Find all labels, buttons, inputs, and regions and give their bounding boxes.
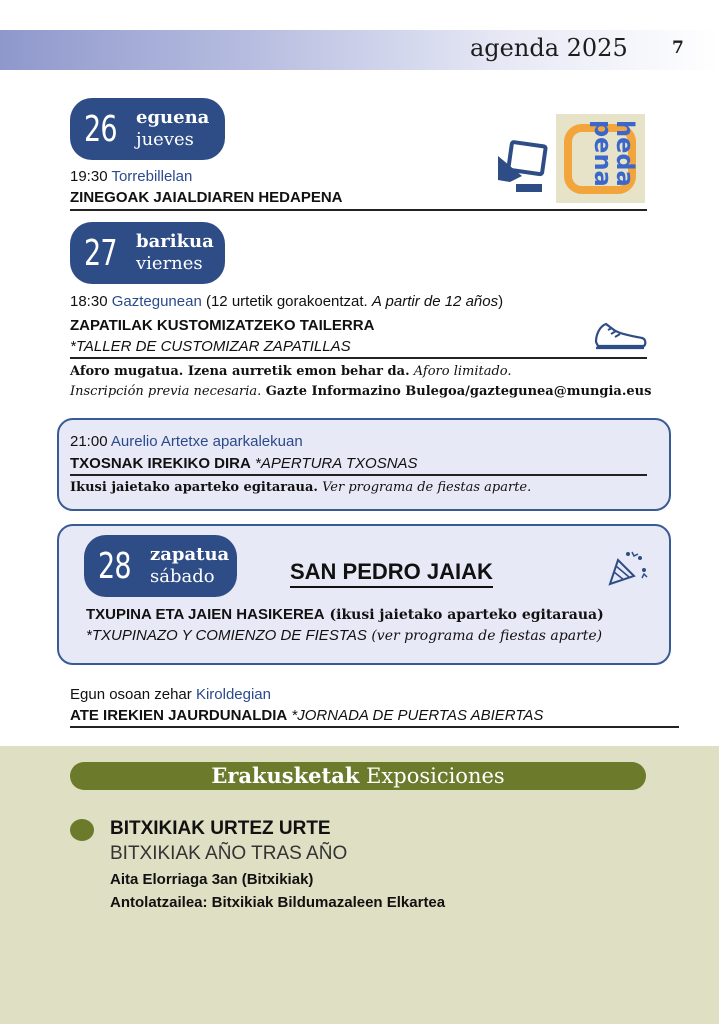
exhibition-location: Aita Elorriaga 3an (Bitxikiak) [110, 871, 314, 888]
event-place: Kiroldegian [195, 686, 271, 703]
event-time-place [70, 293, 503, 310]
event-time: 18:30 [70, 293, 108, 310]
age-note-eu: (12 urtetik gorakoentzat. [205, 293, 372, 310]
event-time: Egun osoan zehar [70, 686, 196, 703]
event-title-es: *JORNADA DE PUERTAS ABIERTAS [287, 707, 544, 724]
event-note [70, 384, 651, 399]
sneaker-icon [592, 320, 648, 352]
divider [70, 474, 647, 476]
date-badge-27 [70, 222, 225, 284]
date-words [136, 107, 209, 151]
exhibitions-heading [70, 762, 646, 790]
heading-eu: Erakusketak [211, 763, 360, 788]
note-eu: Ikusi jaietako aparteko egitaraua. [70, 480, 318, 495]
poster-text: hedapena [589, 120, 639, 187]
note-eu: Aforo mugatua. Izena aurretik emon behar da. [70, 364, 410, 379]
age-note-es: A partir de 12 años [371, 293, 499, 310]
event-time: 21:00 [70, 433, 108, 450]
event-title-line [70, 455, 418, 472]
event-time-place [70, 433, 303, 450]
date-number: 27 [84, 232, 117, 274]
date-number: 26 [84, 108, 117, 150]
exhibition-title-eu: BITXIKIAK URTEZ URTE [110, 818, 331, 839]
event-note [70, 364, 512, 379]
event-title-note: (ikusi jaietako aparteko egitaraua) [324, 607, 604, 623]
event-title-es-note: (ver programa de fiestas aparte) [366, 628, 603, 644]
event-place: Torrebillelan [111, 168, 193, 185]
page-title: agenda 2025 [470, 34, 628, 62]
note-es: Ver programa de fiestas aparte. [317, 480, 532, 495]
weekday-es: jueves [136, 129, 194, 150]
exhibition-organizer: Antolatzailea: Bitxikiak Bildumazaleen Elkartea [110, 894, 446, 911]
date-words [150, 544, 229, 588]
page-number: 7 [672, 38, 684, 58]
poster-image [556, 114, 645, 203]
exhibition-title-es: BITXIKIAK AÑO TRAS AÑO [110, 843, 348, 864]
note-eu: Gazte Informazino Bulegoa/gaztegunea@mungia.eus [261, 384, 652, 399]
heading-es: Exposiciones [359, 764, 505, 788]
weekday-es: sábado [150, 566, 215, 587]
event-title-line [70, 707, 543, 724]
divider [70, 209, 647, 211]
age-note-close: ) [498, 293, 504, 310]
date-words [136, 231, 214, 275]
date-badge-28 [84, 535, 237, 597]
event-title-es-line [86, 627, 602, 644]
event-title-es: *TALLER DE CUSTOMIZAR ZAPATILLAS [70, 338, 351, 355]
event-place: Aurelio Artetxe aparkalekuan [110, 433, 303, 450]
divider [70, 726, 679, 728]
event-title: ZINEGOAK JAIALDIAREN HEDAPENA [70, 189, 343, 206]
note-es: Inscripción previa necesaria. [70, 384, 262, 399]
weekday-es: viernes [136, 253, 203, 274]
event-title: TXOSNAK IREKIKO DIRA [70, 455, 251, 472]
weekday-eu: barikua [136, 231, 214, 252]
divider [70, 357, 647, 359]
bullet-dot [70, 819, 94, 841]
event-title-es: *APERTURA TXOSNAS [250, 455, 418, 472]
date-badge-26 [70, 98, 225, 160]
event-time-place [70, 686, 271, 703]
event-title: TXUPINA ETA JAIEN HASIKEREA [86, 606, 325, 623]
film-icon [496, 140, 548, 196]
event-note [70, 480, 531, 495]
event-title: ATE IREKIEN JAURDUNALDIA [70, 707, 288, 724]
date-number: 28 [98, 545, 131, 587]
event-place: Gaztegunean [111, 293, 202, 310]
party-popper-icon [604, 548, 650, 588]
note-es: Aforo limitado. [409, 364, 512, 379]
event-title-line [86, 606, 604, 623]
event-time: 19:30 [70, 168, 108, 185]
weekday-eu: eguena [136, 107, 210, 128]
event-time-place [70, 168, 192, 185]
event-title: ZAPATILAK KUSTOMIZATZEKO TAILERRA [70, 317, 375, 334]
event-title-es: *TXUPINAZO Y COMIENZO DE FIESTAS [86, 627, 367, 644]
weekday-eu: zapatua [150, 544, 230, 565]
fiesta-title: SAN PEDRO JAIAK [290, 559, 493, 588]
